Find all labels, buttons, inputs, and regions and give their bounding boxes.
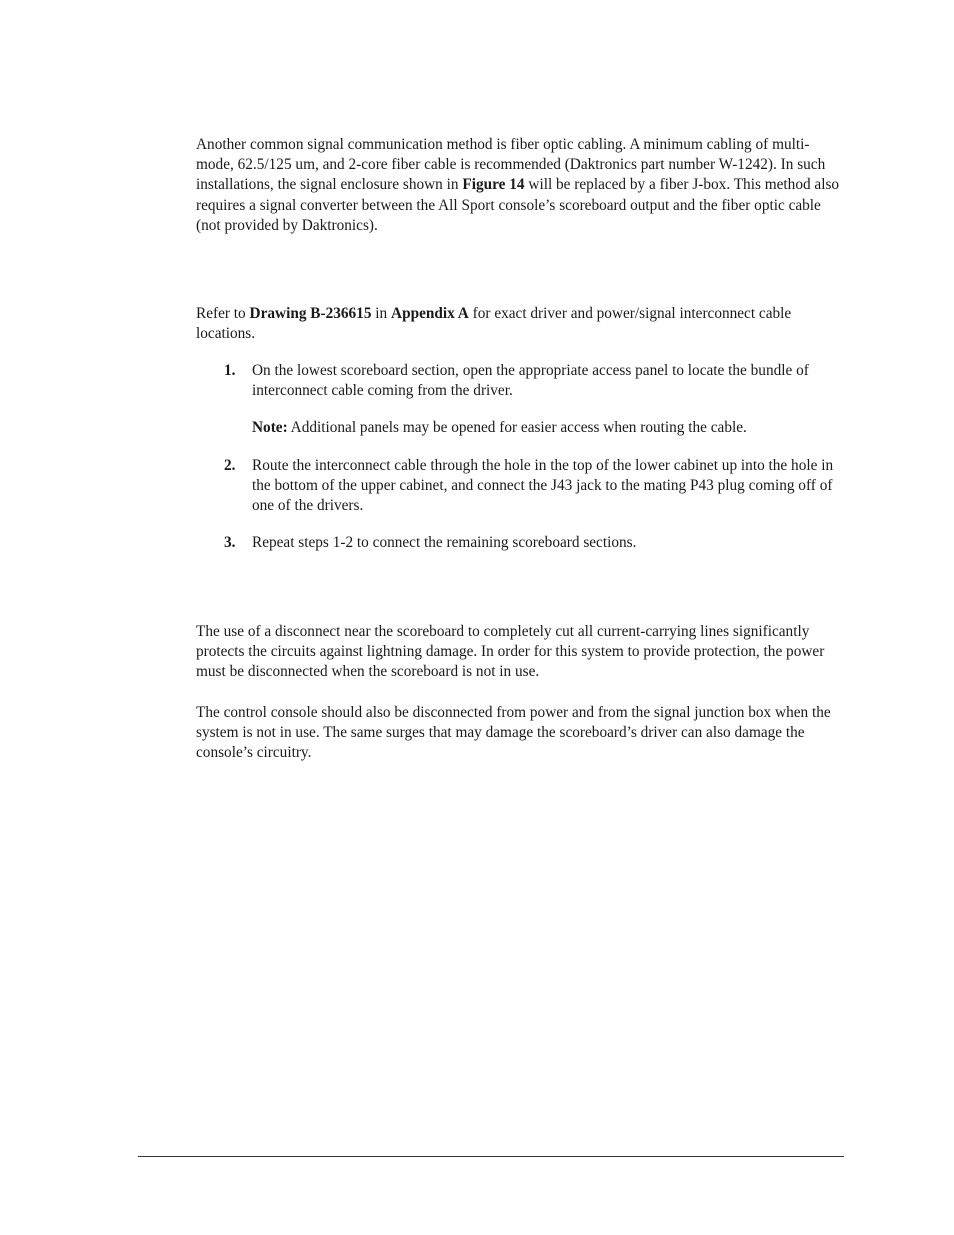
figure-reference: Figure 14 xyxy=(462,176,525,194)
fiber-optic-paragraph xyxy=(196,135,846,236)
console-paragraph: The control console should also be disconnected from power and from the signal junction box when the system is not in use. The same surges that may damage the scoreboard’s driver can also damage the console’s circuitry. xyxy=(196,704,831,762)
note-label: Note: xyxy=(252,419,288,436)
appendix-reference: Appendix A xyxy=(391,305,469,322)
note-text: Additional panels may be opened for easier access when routing the cable. xyxy=(287,419,747,436)
refer-text-3: for exact driver and power/signal interconnect cable locations. xyxy=(196,305,792,343)
step-number: 3. xyxy=(224,534,236,551)
step-text: Repeat steps 1-2 to connect the remaining scoreboard sections. xyxy=(252,534,637,551)
footer-divider xyxy=(138,1156,844,1157)
fiber-text-1: Another common signal communication method is fiber optic cabling. A minimum cabling of multi-mode, 62.5/125 um, and 2-core fiber cable is recommended (Daktronics part number W-1242). In such installations, the signal enclosure shown in xyxy=(196,136,826,194)
note-paragraph xyxy=(252,418,846,438)
fiber-text-2: will be replaced by a fiber J-box. This method also requires a signal converter between the All Sport console’s scoreboard output and the fiber optic cable (not provided by Daktronics). xyxy=(196,176,840,234)
disconnect-paragraph: The use of a disconnect near the scoreboard to completely cut all current-carrying lines significantly protects the circuits against lightning damage. In order for this system to provide protection, the power must be disconnected when the scoreboard is not in use. xyxy=(196,623,825,681)
step-number: 1. xyxy=(224,362,236,379)
refer-text-1: Refer to xyxy=(196,305,250,322)
step-text: Route the interconnect cable through the hole in the top of the lower cabinet up into the hole in the bottom of the upper cabinet, and connect the J43 jack to the mating P43 plug coming off of one of the drivers. xyxy=(252,457,834,515)
step-text: On the lowest scoreboard section, open the appropriate access panel to locate the bundle of interconnect cable coming from the driver. xyxy=(252,362,809,400)
refer-text-2: in xyxy=(371,305,392,322)
drawing-reference: Drawing B-236615 xyxy=(249,305,372,322)
step-number: 2. xyxy=(224,457,236,474)
refer-paragraph xyxy=(196,304,846,344)
